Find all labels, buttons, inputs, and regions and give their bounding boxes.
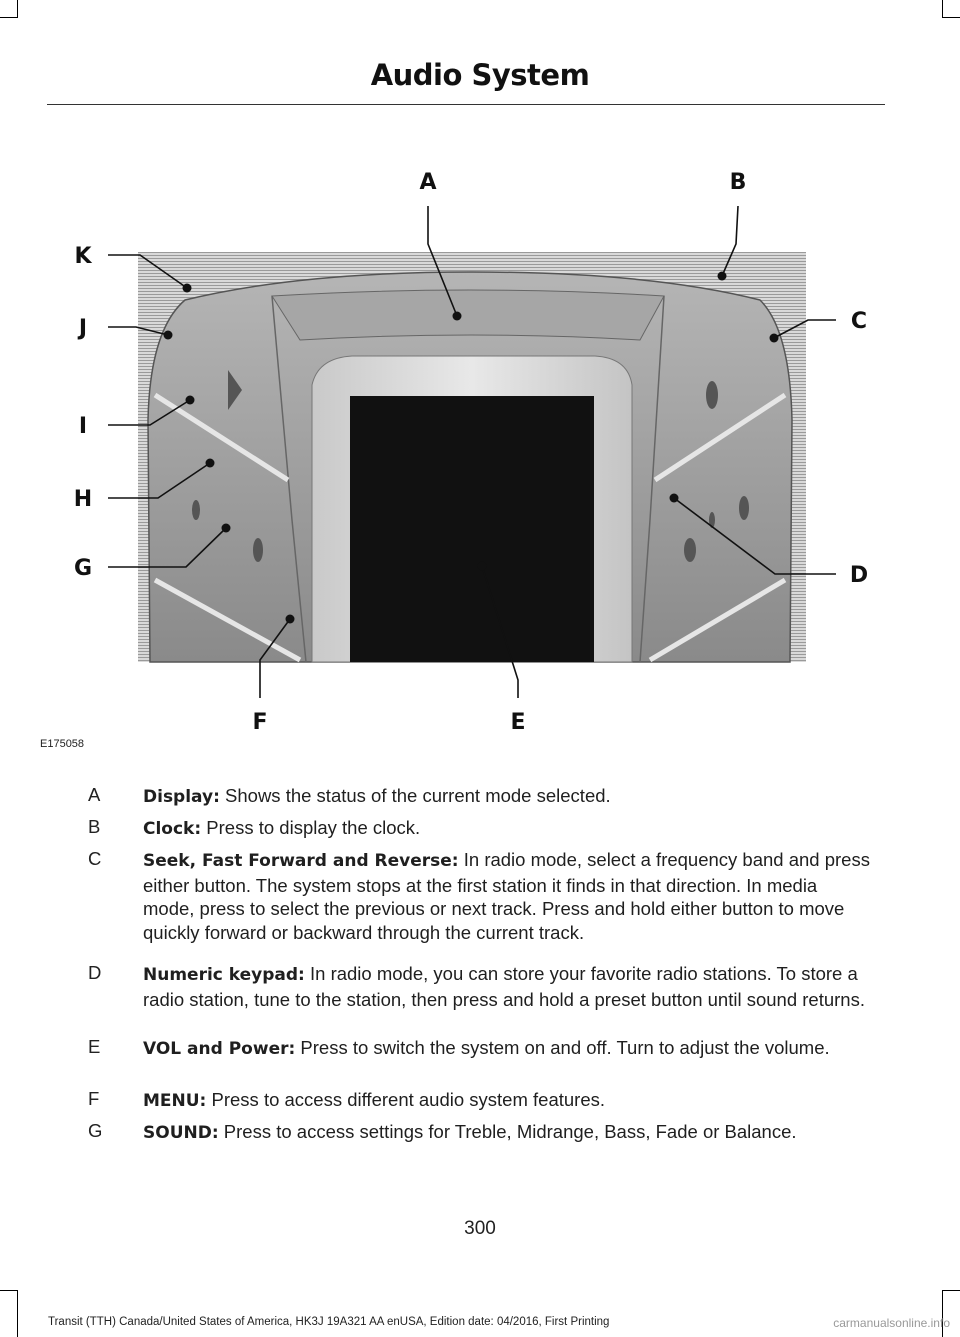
crop-mark [942, 0, 943, 18]
callout-dot-f [286, 615, 295, 624]
callout-dot-b [718, 272, 727, 281]
callout-letter-i: I [78, 414, 88, 439]
page-number: 300 [464, 1218, 496, 1239]
crop-mark [17, 0, 18, 18]
callout-letter-k: K [74, 244, 92, 269]
legend-term: Seek, Fast Forward and Reverse: [143, 851, 459, 871]
watermark: carmanualsonline.info [833, 1316, 950, 1330]
callout-letter-d: D [849, 563, 869, 588]
audio-unit-drawing [0, 150, 960, 750]
legend-description [143, 1036, 873, 1062]
legend-term: Clock: [143, 819, 202, 839]
legend-description [143, 816, 873, 842]
audio-unit-illustration [0, 150, 960, 750]
top-display-panel [272, 290, 664, 340]
legend-description [143, 1088, 873, 1114]
legend-body: Shows the status of the current mode selected. [219, 785, 611, 806]
callout-letter-c: C [850, 309, 868, 334]
legend-term: Numeric keypad: [143, 965, 305, 985]
figure-id: E175058 [40, 738, 85, 750]
legend-letter: B [88, 816, 101, 837]
legend-letter: G [88, 1120, 103, 1141]
legend-body: In radio mode, you can store your favorite radio stations. To store a radio station, tune to the station, then press and hold a preset button until sound returns. [143, 963, 865, 1010]
right-glyph [739, 496, 749, 520]
legend-letter: A [88, 784, 101, 805]
legend-body: Press to switch the system on and off. Turn to adjust the volume. [295, 1037, 830, 1058]
legend-letter: C [88, 848, 102, 869]
footer-edition-info: Transit (TTH) Canada/United States of America, HK3J 19A321 AA enUSA, Edition date: 04/2016, First Printing [48, 1316, 610, 1328]
legend-body: Press to access settings for Treble, Midrange, Bass, Fade or Balance. [218, 1121, 797, 1142]
legend-letter: D [88, 962, 102, 983]
callout-dot-k [183, 284, 192, 293]
title-divider [47, 104, 885, 105]
legend-description [143, 848, 873, 944]
callout-dot-i [186, 396, 195, 405]
callout-letter-e: E [510, 710, 526, 735]
callout-letter-f: F [252, 710, 268, 735]
legend-body: Press to display the clock. [201, 817, 421, 838]
crop-mark [17, 1290, 18, 1337]
callout-letter-j: J [78, 316, 88, 341]
legend-term: VOL and Power: [143, 1039, 296, 1059]
crop-mark [942, 17, 960, 18]
legend-term: MENU: [143, 1091, 207, 1111]
legend-term: SOUND: [143, 1123, 219, 1143]
callout-dot-d [670, 494, 679, 503]
left-glyph [192, 500, 200, 520]
callout-letter-a: A [419, 170, 437, 195]
callout-dot-a [453, 312, 462, 321]
crop-mark [0, 1290, 18, 1291]
legend-description [143, 962, 873, 1011]
callout-letter-h: H [73, 487, 93, 512]
callout-letter-g: G [73, 556, 93, 581]
crop-mark [942, 1290, 960, 1291]
callout-dot-j [164, 331, 173, 340]
callout-letter-b: B [729, 170, 747, 195]
legend-term: Display: [143, 787, 220, 807]
legend-description [143, 1120, 873, 1146]
callout-dot-e [478, 562, 487, 571]
legend-letter: E [88, 1036, 101, 1057]
crop-mark [0, 17, 18, 18]
callout-dot-h [206, 459, 215, 468]
legend-description [143, 784, 873, 810]
legend-letter: F [88, 1088, 100, 1109]
right-glyph [684, 538, 696, 562]
right-glyph [706, 381, 718, 409]
left-glyph [253, 538, 263, 562]
screen [350, 396, 594, 662]
legend-body: In radio mode, select a frequency band and press either button. The system stops at the first station it finds in that direction. In media mode, press to select the previous or next track. Press and hold either button to move quickly forward or backward through the current track. [143, 849, 870, 943]
callout-dot-c [770, 334, 779, 343]
page-title: Audio System [370, 58, 590, 92]
callout-dot-g [222, 524, 231, 533]
legend-body: Press to access different audio system features. [206, 1089, 606, 1110]
